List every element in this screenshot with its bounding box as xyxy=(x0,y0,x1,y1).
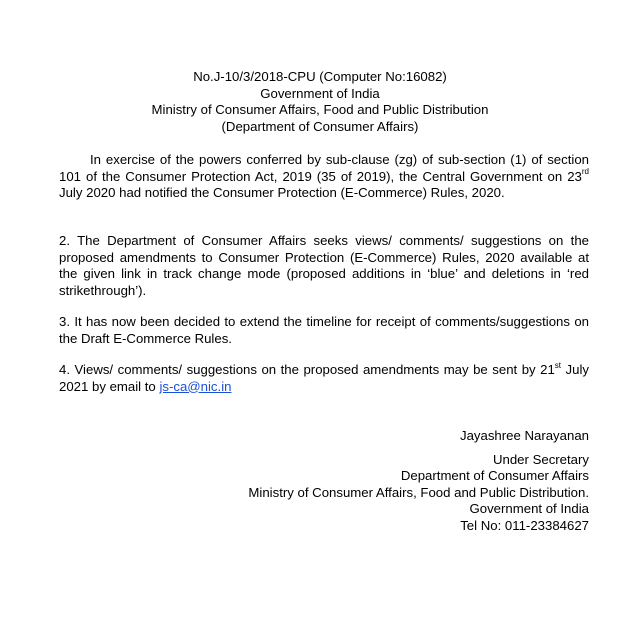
header-ministry: Ministry of Consumer Affairs, Food and Public Distribution xyxy=(151,102,489,117)
signatory-telephone: Tel No: 011-23384627 xyxy=(460,517,589,533)
email-link[interactable]: js-ca@nic.in xyxy=(159,378,232,394)
header-department: (Department of Consumer Affairs) xyxy=(221,118,419,134)
signatory-department: Department of Consumer Affairs xyxy=(400,468,589,483)
header-government: Government of India xyxy=(260,85,380,101)
file-number: No.J-10/3/2018-CPU (Computer No:16082) xyxy=(193,69,447,84)
signature-block xyxy=(248,428,589,534)
signatory-designation: Under Secretary xyxy=(492,451,589,467)
paragraph-2: 2. The Department of Consumer Affairs seeks views/ comments/ suggestions on the proposed amendments to Consumer Protection (E-Commerce) Rules, 2020 available at the given link in track change mode (proposed additions in ‘blue’ and deletions in ‘red strikethrough’). xyxy=(59,233,589,298)
paragraph-4-text-b: July 2021 by email to xyxy=(59,362,589,394)
paragraph-4-text-a: 4. Views/ comments/ suggestions on the proposed amendments may be sent by 21 xyxy=(59,362,555,377)
paragraph-3: 3. It has now been decided to extend the timeline for receipt of comments/suggestions on the Draft E-Commerce Rules. xyxy=(59,314,589,346)
paragraph-1-superscript: rd xyxy=(581,167,589,177)
paragraph-4-superscript: st xyxy=(554,360,562,370)
paragraph-4 xyxy=(59,362,589,395)
document-header xyxy=(0,69,640,135)
paragraph-1-text-a: In exercise of the powers conferred by sub-clause (zg) of sub-section (1) of section 101 of the Consumer Protection Act, 2019 (35 of 2019), the Central Government on 23 xyxy=(59,152,589,184)
signatory-government: Government of India xyxy=(469,501,589,516)
paragraph-1-text-b: July 2020 had notified the Consumer Protection (E-Commerce) Rules, 2020. xyxy=(59,185,505,200)
signatory-ministry: Ministry of Consumer Affairs, Food and Public Distribution. xyxy=(248,484,589,500)
signatory-name: Jayashree Narayanan xyxy=(459,428,589,443)
paragraph-1 xyxy=(59,152,589,202)
